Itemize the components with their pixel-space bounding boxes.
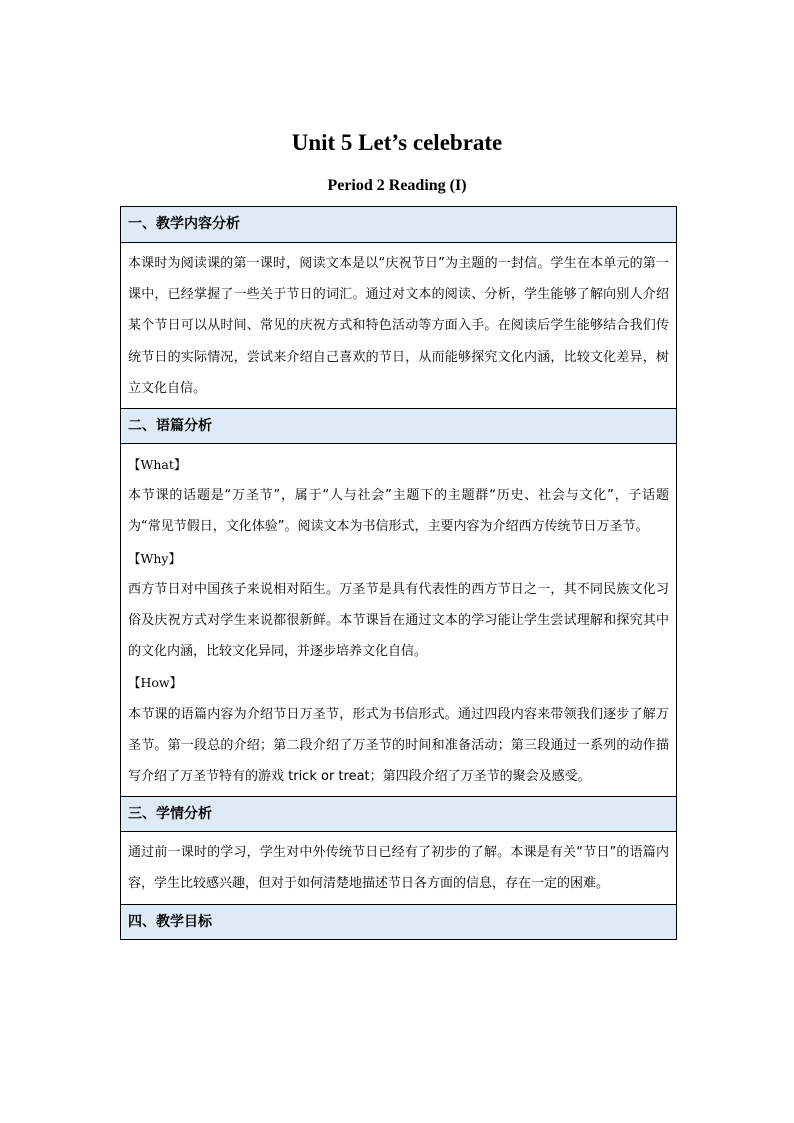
- document-title: Unit 5 Let’s celebrate: [291, 130, 503, 155]
- section-heading-text-analysis: 二、语篇分析: [121, 408, 676, 443]
- how-text: 本节课的语篇内容为介绍节日万圣节，形式为书信形式。通过四段内容来带领我们逐步了解万圣节。第一段总的介绍；第二段介绍了万圣节的时间和准备活动；第三段通过一系列的动作描写介绍了万圣节特有的游戏 trick or treat；第四段介绍了万圣节的聚会及感受。: [128, 706, 669, 785]
- lesson-plan-table: [120, 206, 677, 940]
- section-heading-teaching-goals: 四、教学目标: [121, 904, 676, 939]
- section-heading-content-analysis: 一、教学内容分析: [121, 207, 676, 242]
- what-label: 【What】: [128, 457, 187, 473]
- section-body-content-analysis: [121, 242, 676, 408]
- section-heading-student-analysis: 三、学情分析: [121, 796, 676, 831]
- how-label: 【How】: [128, 675, 183, 691]
- what-text: 本节课的话题是“万圣节”，属于“人与社会”主题下的主题群“历史、社会与文化”，子话题为“常见节假日，文化体验”。阅读文本为书信形式，主要内容为介绍西方传统节日万圣节。: [128, 488, 669, 535]
- content-analysis-text: 本课时为阅读课的第一课时，阅读文本是以“庆祝节日”为主题的一封信。学生在本单元的第一课中，已经掌握了一些关于节日的词汇。通过对文本的阅读、分析，学生能够了解向别人介绍某个节日可以从时间、常见的庆祝方式和特色活动等方面入手。在阅读后学生能够结合我们传统节日的实际情况，尝试来介绍自己喜欢的节日，从而能够探究文化内涵，比较文化差异，树立文化自信。: [128, 256, 669, 396]
- section-body-student-analysis: [121, 831, 676, 903]
- document-subtitle: Period 2 Reading (I): [327, 177, 467, 194]
- why-text: 西方节日对中国孩子来说相对陌生。万圣节是具有代表性的西方节日之一，其不同民族文化习俗及庆祝方式对学生来说都很新鲜。本节课旨在通过文本的学习能让学生尝试理解和探究其中的文化内涵，比较文化异同，并逐步培养文化自信。: [128, 581, 669, 660]
- student-analysis-text: 通过前一课时的学习，学生对中外传统节日已经有了初步的了解。本课是有关“节日”的语篇内容，学生比较感兴趣，但对于如何清楚地描述节日各方面的信息，存在一定的困难。: [128, 845, 669, 892]
- why-label: 【Why】: [128, 550, 181, 566]
- section-body-text-analysis: [121, 443, 676, 796]
